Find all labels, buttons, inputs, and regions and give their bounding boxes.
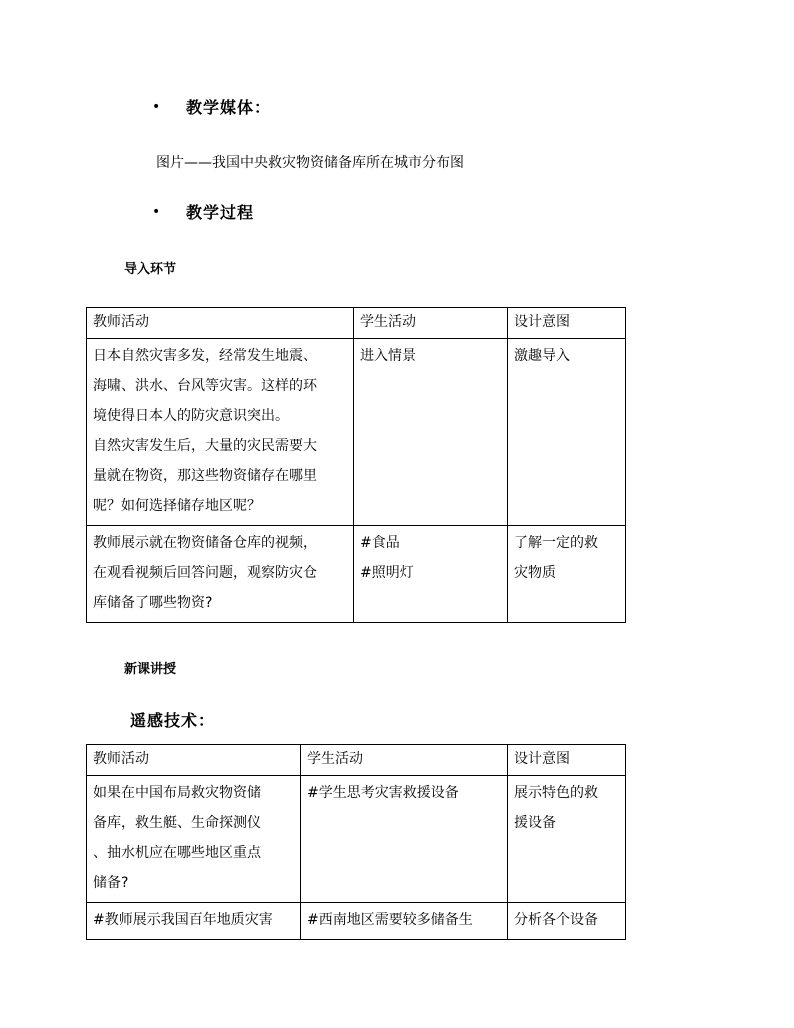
newlesson-title: 新课讲授 xyxy=(124,662,177,677)
cell-line: 日本自然灾害多发，经常发生地震、 xyxy=(93,348,317,364)
cell-line: 海啸、洪水、台风等灾害。这样的环 xyxy=(93,378,317,394)
cell-line: 库储备了哪些物资? xyxy=(93,595,213,611)
cell-line: 自然灾害发生后，大量的灾民需要大 xyxy=(93,438,317,454)
student-cell xyxy=(354,339,508,526)
cell-line: 分析各个设备 xyxy=(514,912,598,928)
intent-cell xyxy=(508,776,626,903)
bullet-icon: • xyxy=(152,203,161,220)
cell-line: #教师展示我国百年地质灾害 xyxy=(93,912,273,928)
teacher-cell xyxy=(87,903,301,940)
cell-line: #照明灯 xyxy=(360,565,414,581)
student-cell xyxy=(301,903,508,940)
student-cell xyxy=(354,526,508,623)
header-intent: 设计意图 xyxy=(508,308,626,339)
teacher-cell xyxy=(87,526,354,623)
table-row xyxy=(87,903,626,940)
cell-line: 如果在中国布局救灾物资储 xyxy=(93,785,261,801)
teacher-cell xyxy=(87,776,301,903)
header-intent: 设计意图 xyxy=(508,745,626,776)
process-heading: 教学过程 xyxy=(186,203,255,222)
header-student: 学生活动 xyxy=(301,745,508,776)
process-heading-row xyxy=(152,200,254,223)
table-row xyxy=(87,339,626,526)
bullet-icon: • xyxy=(152,98,161,115)
cell-line: 展示特色的救 xyxy=(514,785,598,801)
cell-line: 储备? xyxy=(93,875,129,891)
cell-line: 激趣导入 xyxy=(514,348,570,364)
intro-table xyxy=(86,307,626,623)
table-row xyxy=(87,776,626,903)
cell-line: 灾物质 xyxy=(514,565,556,581)
media-heading: 教学媒体： xyxy=(186,98,272,117)
student-cell xyxy=(301,776,508,903)
cell-line: 在观看视频后回答问题，观察防灾仓 xyxy=(93,565,317,581)
intent-cell xyxy=(508,339,626,526)
intent-cell xyxy=(508,526,626,623)
cell-line: 量就在物资，那这些物资储存在哪里 xyxy=(93,468,317,484)
cell-line: 境使得日本人的防灾意识突出。 xyxy=(93,408,289,424)
cell-line: 了解一定的救 xyxy=(514,535,598,551)
cell-line: 呢？如何选择储存地区呢？ xyxy=(93,498,261,514)
header-teacher: 教师活动 xyxy=(87,745,301,776)
intent-cell xyxy=(508,903,626,940)
table-header-row xyxy=(87,308,626,339)
cell-line: #学生思考灾害救援设备 xyxy=(307,785,459,801)
cell-line: #食品 xyxy=(360,535,400,551)
remote-table xyxy=(86,744,626,940)
cell-line: 、抽水机应在哪些地区重点 xyxy=(93,845,261,861)
media-heading-row xyxy=(152,95,271,118)
cell-line: 教师展示就在物资储备仓库的视频， xyxy=(93,535,317,551)
cell-line: 备库，救生艇、生命探测仪 xyxy=(93,815,261,831)
media-text: 图片——我国中央救灾物资储备库所在城市分布图 xyxy=(156,155,464,171)
table-row xyxy=(87,526,626,623)
cell-line: #西南地区需要较多储备生 xyxy=(307,912,473,928)
teacher-cell xyxy=(87,339,354,526)
header-student: 学生活动 xyxy=(354,308,508,339)
cell-line: 援设备 xyxy=(514,815,556,831)
cell-line: 进入情景 xyxy=(360,348,416,364)
remote-title: 遥感技术： xyxy=(130,711,216,730)
header-teacher: 教师活动 xyxy=(87,308,354,339)
intro-title: 导入环节 xyxy=(124,262,177,277)
table-header-row xyxy=(87,745,626,776)
